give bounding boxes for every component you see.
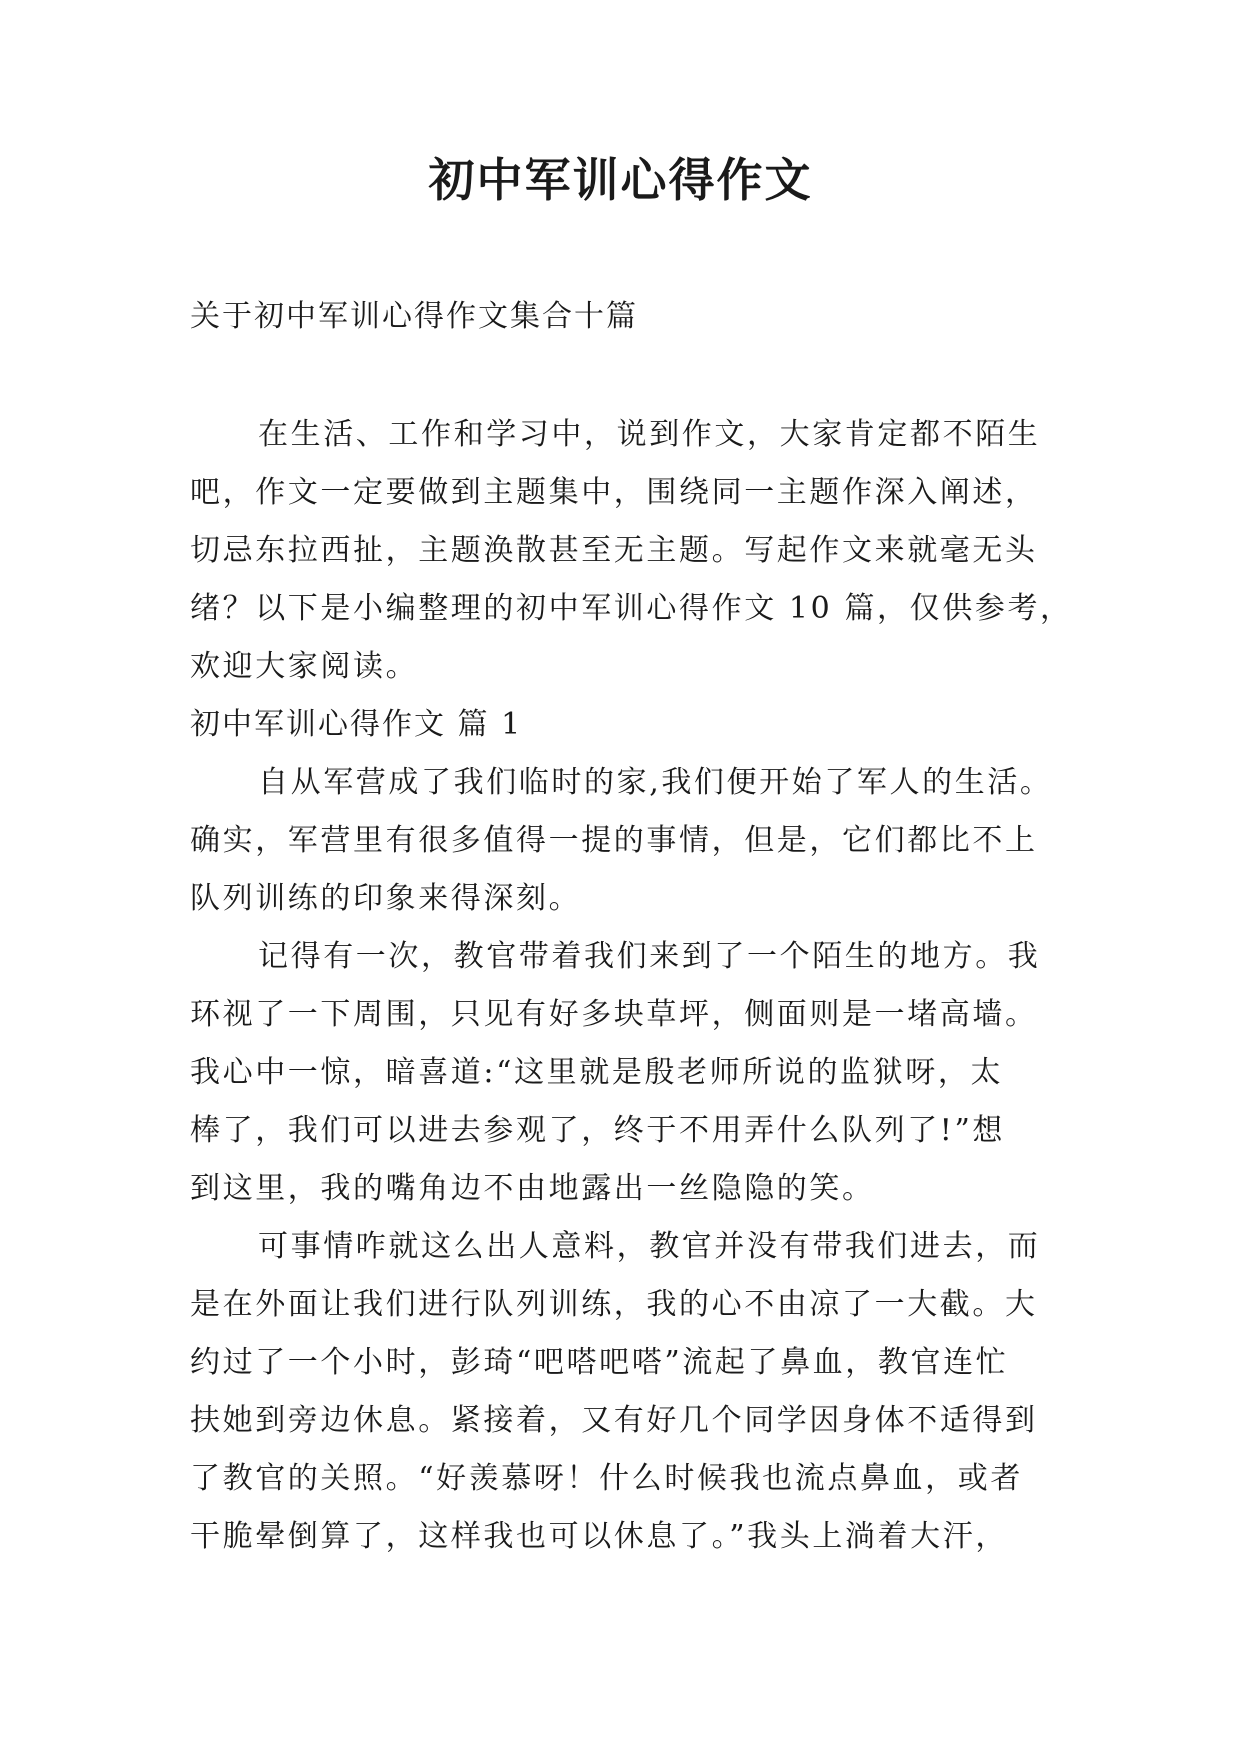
paragraph-line: 切忌东拉西扯，主题涣散甚至无主题。写起作文来就毫无头 [190,533,1038,568]
document-body [190,406,1073,1566]
paragraph-line: 约过了一个小时，彭琦“吧嗒吧嗒”流起了鼻血，教官连忙 [190,1345,1009,1380]
paragraph-line: 确实，军营里有很多值得一提的事情，但是，它们都比不上 [190,823,1038,858]
paragraph-line: 在生活、工作和学习中，说到作文，大家肯定都不陌生 [258,417,1041,452]
paragraph-line: 绪？以下是小编整理的初中军训心得作文 10 篇，仅供参考， [190,591,1073,626]
paragraph-line: 记得有一次，教官带着我们来到了一个陌生的地方。我 [258,939,1041,974]
paragraph-line: 了教官的关照。“好羡慕呀！什么时候我也流点鼻血，或者 [190,1461,1023,1496]
section-heading: 初中军训心得作文 篇 1 [190,707,523,742]
paragraph-line: 自从军营成了我们临时的家,我们便开始了军人的生活。 [258,765,1053,800]
paragraph-line: 吧，作文一定要做到主题集中，围绕同一主题作深入阐述， [190,475,1038,510]
paragraph-line: 队列训练的印象来得深刻。 [190,881,582,916]
document-title: 初中军训心得作文 [428,153,813,207]
paragraph-line: 可事情咋就这么出人意料，教官并没有带我们进去，而 [258,1229,1041,1264]
document-subtitle: 关于初中军训心得作文集合十篇 [190,299,638,334]
paragraph-line: 到这里，我的嘴角边不由地露出一丝隐隐的笑。 [190,1171,875,1206]
paragraph-line: 环视了一下周围，只见有好多块草坪，侧面则是一堵高墙。 [190,997,1038,1032]
paragraph-line: 是在外面让我们进行队列训练，我的心不由凉了一大截。大 [190,1287,1038,1322]
paragraph-line: 欢迎大家阅读。 [190,649,419,684]
paragraph-line: 棒了，我们可以进去参观了，终于不用弄什么队列了!”想 [190,1113,1005,1148]
paragraph-line: 扶她到旁边休息。紧接着，又有好几个同学因身体不适得到 [190,1403,1038,1438]
paragraph-line: 我心中一惊，暗喜道:“这里就是殷老师所说的监狱呀，太 [190,1055,1004,1090]
paragraph-line: 干脆晕倒算了，这样我也可以休息了。”我头上淌着大汗， [190,1519,1008,1554]
